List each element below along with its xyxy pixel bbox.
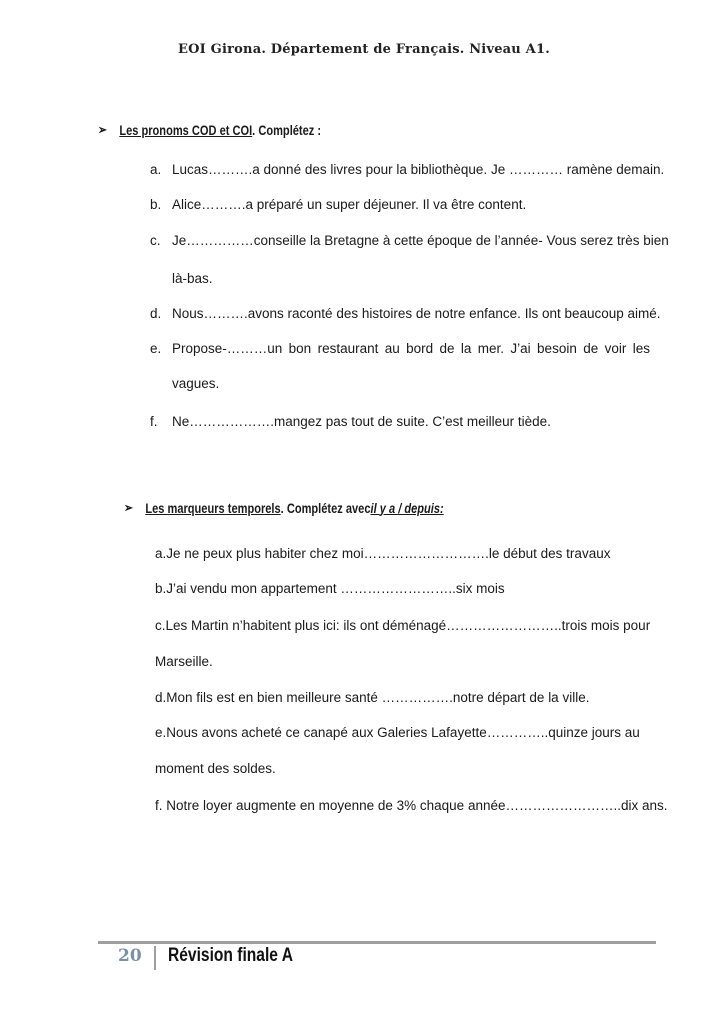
section-title-text: Les marqueurs temporels	[145, 500, 281, 516]
item-label: e.	[150, 341, 162, 356]
footer-title: Révision finale A	[168, 945, 293, 966]
item-text: Je……………conseille la Bretagne à cette époque de l’année- Vous serez très bien	[172, 233, 669, 248]
exercise-line-b: b.J’ai vendu mon appartement ……………………..six mois	[155, 581, 505, 596]
footer-separator	[154, 946, 156, 970]
item-label: b.	[150, 197, 162, 212]
exercise-line-e-continuation: moment des soldes.	[155, 761, 276, 776]
arrow-bullet-icon: ➢	[98, 122, 107, 137]
exercise-item-e-continuation: vagues.	[172, 376, 220, 391]
section-title-suffix: . Complétez :	[252, 122, 322, 138]
exercise-line-f: f. Notre loyer augmente en moyenne de 3% chaque année……………………..dix ans.	[155, 798, 668, 813]
exercise-item-c-continuation: là-bas.	[172, 271, 213, 286]
section-title-suffix: . Complétez avec	[280, 500, 371, 516]
item-label: c.	[150, 233, 161, 248]
item-label: a.	[150, 162, 162, 177]
exercise-line-c: c.Les Martin n’habitent plus ici: ils ont déménagé……………………..trois mois pour	[155, 618, 651, 633]
section-title-pronouns	[98, 122, 321, 138]
item-label: d.	[150, 306, 162, 321]
section-title-emphasis: il y a / depuis:	[370, 500, 444, 516]
page-number: 20	[118, 946, 142, 966]
item-label: f.	[150, 414, 158, 429]
item-text: Alice……….a préparé un super déjeuner. Il va être content.	[172, 197, 527, 212]
section-title-text: Les pronoms COD et COI	[119, 122, 253, 138]
item-text: Ne……………….mangez pas tout de suite. C’est meilleur tiède.	[172, 414, 551, 429]
section-title-time-markers	[124, 500, 444, 516]
exercise-line-a: a.Je ne peux plus habiter chez moi……………………….le début des travaux	[155, 546, 611, 561]
exercise-line-d: d.Mon fils est en bien meilleure santé …………….notre départ de la ville.	[155, 690, 590, 705]
page-header: EOI Girona. Département de Français. Niveau A1.	[178, 42, 550, 57]
item-text: Propose-………un bon restaurant au bord de la mer. J’ai besoin de voir les	[172, 341, 650, 356]
exercise-line-e: e.Nous avons acheté ce canapé aux Galeries Lafayette…………..quinze jours au	[155, 725, 640, 740]
item-text: Lucas……….a donné des livres pour la bibliothèque. Je ………… ramène demain.	[172, 162, 665, 177]
item-text: Nous……….avons raconté des histoires de notre enfance. Ils ont beaucoup aimé.	[172, 306, 661, 321]
exercise-line-c-continuation: Marseille.	[155, 654, 213, 669]
arrow-bullet-icon: ➢	[124, 500, 133, 515]
footer-divider	[98, 941, 656, 944]
